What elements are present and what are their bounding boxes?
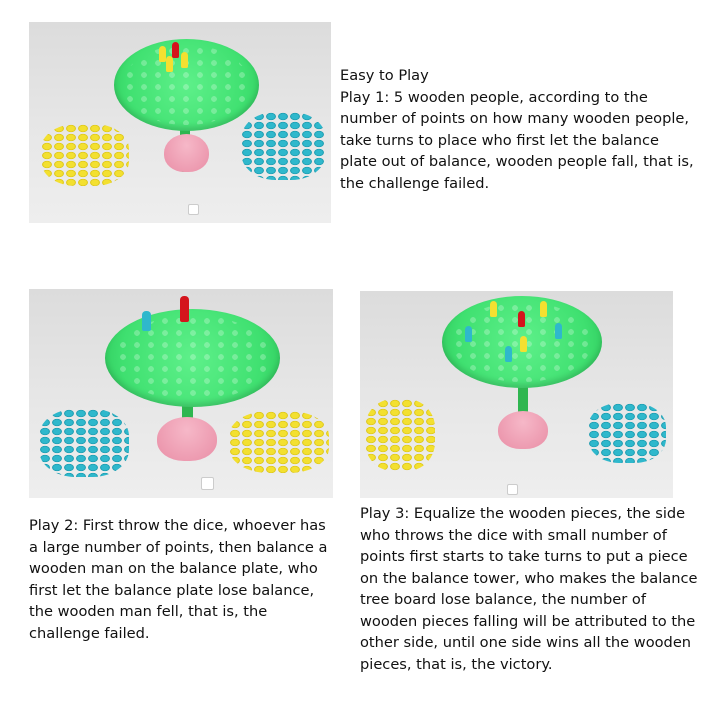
play-3-text: Play 3: Equalize the wooden pieces, the side who throws the dice with small number of points first starts to take turns to put a piece on the balance tower, who makes the balance tree board lose balance, the number of wooden pieces falling will be attributed to the other side, until one side wins all the wooden pieces, that is, the victory. [360,505,698,673]
dice [201,477,214,490]
red-piece [180,296,189,322]
blue-pieces-pile [588,403,666,463]
yellow-piece [540,301,547,317]
dice [188,204,199,215]
yellow-piece [490,301,497,317]
yellow-piece [520,336,527,352]
yellow-piece [166,56,173,72]
play-1-description [340,65,700,194]
play-2-text: Play 2: First throw the dice, whoever has a large number of points, then balance a wooden man on the balance plate, who first let the balance plate lose balance, the wooden man fell, that is, the challenge failed. [29,517,328,642]
play-3-description [360,503,705,675]
blue-pieces-pile [39,409,129,477]
blue-piece [555,323,562,339]
play-2-description [29,515,329,644]
blue-piece [142,311,151,331]
balance-base [498,411,548,449]
section-heading: Easy to Play [340,67,429,84]
balance-plate [105,309,280,407]
red-piece [518,311,525,327]
yellow-pieces-pile [41,124,129,186]
blue-piece [465,326,472,342]
yellow-pieces-pile [229,411,329,473]
product-photo-play-3 [360,291,673,498]
yellow-piece [181,52,188,68]
balance-base [164,134,209,172]
dice [507,484,518,495]
blue-pieces-pile [241,112,326,180]
balance-base [157,417,217,461]
play-1-text: Play 1: 5 wooden people, according to the number of points on how many wooden people, take turns to place who first let the balance plate out of balance, wooden people fall, that is, the challenge failed. [340,88,694,192]
product-photo-play-1 [29,22,331,223]
product-photo-play-2 [29,289,333,498]
yellow-pieces-pile [365,399,435,471]
red-piece [172,42,179,58]
blue-piece [505,346,512,362]
yellow-piece [159,46,166,62]
